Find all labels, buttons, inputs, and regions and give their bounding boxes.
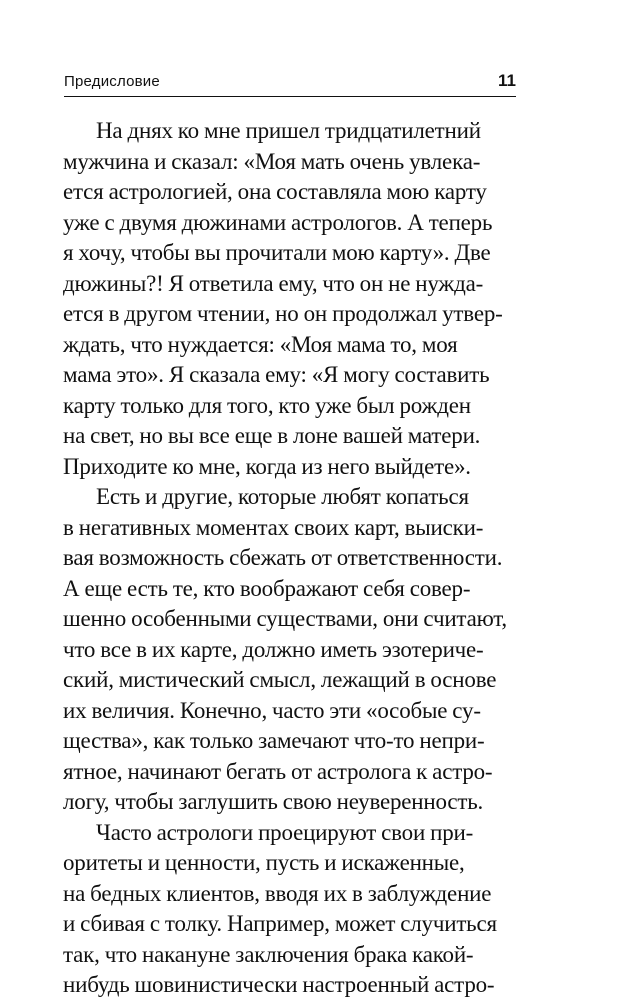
text-line: шенно особенными существами, они считают, <box>63 606 507 631</box>
paragraph-2 <box>63 482 517 818</box>
text-line: щества», как только замечают что-то непри- <box>63 728 485 753</box>
section-title: Предисловие <box>64 73 160 90</box>
paragraph-3 <box>63 818 517 1001</box>
running-header <box>64 70 516 97</box>
text-line: логу, чтобы заглушить свою неуверенность. <box>63 789 484 814</box>
text-line: я хочу, чтобы вы прочитали мою карту». Две <box>63 240 491 265</box>
text-line: оритеты и ценности, пусть и искаженные, <box>63 850 465 875</box>
text-line: что все в их карте, должно иметь эзотериче- <box>63 636 484 662</box>
page-number: 11 <box>498 71 516 90</box>
text-line: А еще есть те, кто воображают себя совер- <box>63 575 471 601</box>
text-line: мужчина и сказал: «Моя мать очень увлека- <box>63 148 481 174</box>
text-line: мама это». Я сказала ему: «Я могу составить <box>63 362 490 387</box>
text-line: вая возможность сбежать от ответственности. <box>63 545 503 570</box>
text-line: На днях ко мне пришел тридцатилетний <box>96 118 481 143</box>
text-line: Часто астрологи проецируют свои при- <box>96 819 474 845</box>
text-line: на свет, но вы все еще в лоне вашей матери. <box>63 423 481 448</box>
text-line: ется астрологией, она составляла мою карту <box>63 179 487 204</box>
text-line: в негативных моментах своих карт, выиски- <box>63 514 484 540</box>
paragraph-1 <box>63 116 517 482</box>
text-line: уже с двумя дюжинами астрологов. А теперь <box>63 209 493 235</box>
text-line: карту только для того, кто уже был рожден <box>63 392 471 418</box>
text-line: и сбивая с толку. Например, может случиться <box>63 911 497 936</box>
text-line: ется в другом чтении, но он продолжал утвер- <box>63 301 503 326</box>
text-line: на бедных клиентов, вводя их в заблуждение <box>63 880 492 906</box>
text-line: ятное, начинают бегать от астролога к астро- <box>63 758 493 784</box>
text-line: так, что накануне заключения брака какой- <box>63 941 474 967</box>
text-line: дюжины?! Я ответила ему, что он не нужда- <box>63 270 484 296</box>
text-line: ждать, что нуждается: «Моя мама то, моя <box>63 331 458 357</box>
text-line: их величия. Конечно, часто эти «особые су- <box>63 697 481 723</box>
text-line: Есть и другие, которые любят копаться <box>96 484 469 509</box>
text-line: Приходите ко мне, когда из него выйдете». <box>63 453 471 479</box>
body-text <box>63 116 517 1001</box>
text-line: ский, мистический смысл, лежащий в основе <box>63 667 497 692</box>
text-line: нибудь шовинистически настроенный астро- <box>63 972 495 997</box>
